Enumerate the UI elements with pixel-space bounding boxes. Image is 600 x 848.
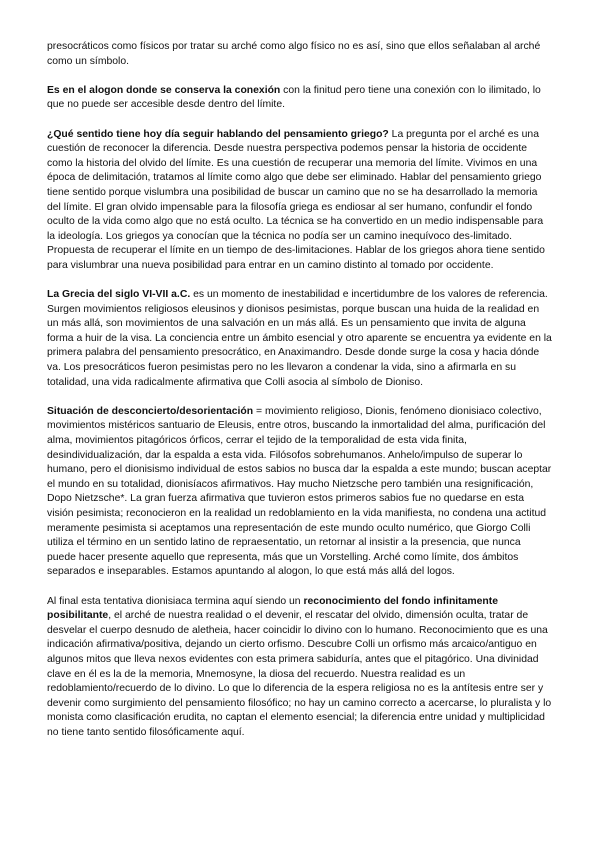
paragraph-text: Al final esta tentativa dionisiaca termina aquí siendo un — [47, 595, 304, 607]
paragraph-greece-century — [47, 288, 552, 390]
paragraph-text: presocráticos como físicos por tratar su arché como algo físico no es así, sino que ellos señalaban al arché como un símbolo. — [47, 41, 541, 67]
paragraph-disorientation — [47, 405, 552, 580]
paragraph-text: = movimiento religioso, Dionis, fenómeno dionisiaco colectivo, movimientos mistéricos santuario de Eleusis, entre otros, buscando la inmortalidad del alma, purificación del alma, movimientos pitagóricos órficos, cerrar el tejido de la temporalidad de esta vida finita, desindividualización, dar la espalda a esta vida. Filósofos sobrehumanos. Anhelo/impulso de superar lo humano, pero el dionisismo individual de estos sabios no busca dar la espalda a este mundo; buscan aceptar el mundo en su totalidad, dionisíacos afirmativos. Hay mucho Nietzsche pero también una resignificación, Dopo Nietzsche*. La gran fuerza afirmativa que tuvieron estos primeros sabios fue no quedarse en esta visión pesimista; reconocieron en la realidad un redoblamiento en la vida manifiesta, no condena una actitud meramente pesimista si aceptamos una representación de este mundo oculto numérico, que Giorgo Colli utiliza el término en un sentido latino de repraesentatio, un retornar al insistir a la presencia, que nunca puede hacer presente aquello que representa, más que un Vorstelling. Arché como límite, dos ámbitos separados e inseparables. Estamos apuntando al alogon, lo que está más allá del logos. — [47, 405, 552, 578]
paragraph-text-continued: , el arché de nuestra realidad o el devenir, el rescatar del olvido, dimensión oculta, tratar de desvelar el cuerpo desnudo de aletheia, hacer coincidir lo divino con lo humano. Reconocimiento que es una indicación afirmativa/positiva, dejando un cierto orfismo. Descubre Colli un orfismo más arcaico/antiguo en algunos mitos que lleva nexos evidentes con esta primera sabiduría, antes que el pitagórico. Una divinidad clave en él es la de la memoria, Mnemosyne, la diosa del recuerdo. Nuestra realidad es un redoblamiento/recuerdo de lo divino. Lo que lo diferencia de la espera religiosa no es la antítesis entre ser y devenir como surgimiento del pensamiento filosófico; no hay un camino correcto a acercarse, lo pluralista y lo monista como clasificación erudita, no captan el elemento esencial; la diferencia entre unidad y multiplicidad no tiene tanto sentido filosóficamente aquí. — [47, 610, 552, 738]
paragraph-text: La pregunta por el arché es una cuestión de reconocer la diferencia. Desde nuestra perspectiva podemos pensar la historia de occidente como la historia del olvido del límite. Es una cuestión de recuperar una memoria del límite. Vivimos en una época de delimitación, tratamos al límite como algo que debe ser eliminado. Hablar del pensamiento griego tiene sentido porque vislumbra una posibilidad de buscar un camino que no se ha desarrollado la memoria del límite. El gran olvido impensable para la filosofía griega es endiosar al ser humano, confundir el fondo oculto de la vida como algo que no está oculto. La técnica se ha convertido en un medio indispensable para la ideología. Los griegos ya conocían que la técnica no podía ser un camino inequívoco des-limitado. Propuesta de recuperar el límite en un tiempo de des-limitaciones. Hablar de los griegos ahora tiene sentido para vislumbrar una nueva posibilidad para entrar en un camino distinto al tomado por occidente. — [47, 128, 545, 271]
paragraph-lead: Situación de desconcierto/desorientación — [47, 405, 254, 417]
paragraph-alogon — [47, 84, 552, 113]
paragraph-lead: ¿Qué sentido tiene hoy día seguir hablando del pensamiento griego? — [47, 128, 389, 140]
paragraph-text: con la finitud pero tiene una conexión con lo ilimitado, lo que no puede ser accesible desde dentro del límite. — [47, 84, 541, 111]
paragraph-lead: La Grecia del siglo VI-VII a.C. — [47, 289, 191, 301]
paragraph-arche-symbol — [47, 40, 552, 69]
paragraph-bold-phrase: reconocimiento del fondo infinitamente posibilitante — [47, 595, 499, 622]
paragraph-greek-thought — [47, 128, 552, 274]
paragraph-dionysian-attempt — [47, 595, 552, 741]
paragraph-lead: Es en el alogon donde se conserva la conexión — [47, 84, 281, 96]
paragraph-text: es un momento de inestabilidad e incertidumbre de los valores de referencia. Surgen movimientos religiosos eleusinos y dionisos pesimistas, porque buscan una huida de la realidad en un más allá, son movimientos de una salvación en un más allá. Es un pensamiento que invita de alguna forma a huir de la visa. La conciencia entre un ámbito esencial y otro aparente se encuentra ya evidente en la primera palabra del pensamiento presocrático, en Anaximandro. Desde donde surge la cosa y hacia dónde va. Los presocráticos fueron pesimistas pero no les llevaron a condenar la vida, sino a afirmarla en su totalidad, una vida radicalmente afirmativa que Colli asocia al símbolo de Dioniso. — [47, 289, 552, 388]
